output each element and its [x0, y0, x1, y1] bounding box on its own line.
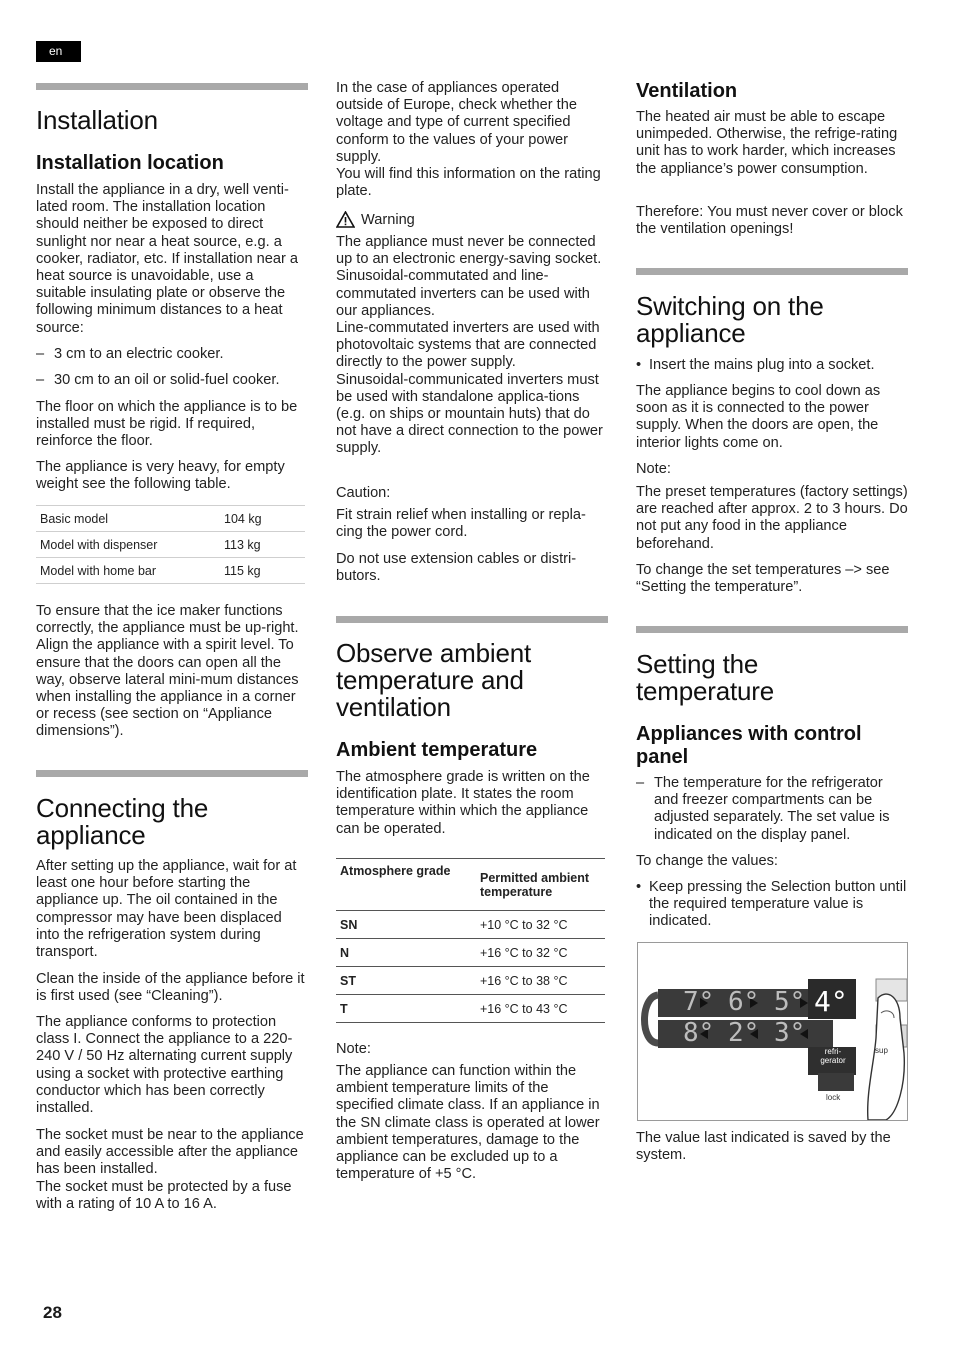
weight-value-cell: 104 kg	[220, 506, 305, 532]
range-cell: +16 °C to 43 °C	[474, 995, 605, 1023]
setting-paragraph-1: To change the values:	[636, 853, 778, 869]
section-rule	[36, 770, 308, 777]
weight-table	[36, 505, 305, 584]
super-button-label: sup	[875, 1046, 888, 1055]
connecting-paragraph-4: The socket must be near to the appliance and easily accessible after the appliance has been installed. The socket must be protected by a fuse with a rating of 10 A to 16 A.	[36, 1127, 304, 1212]
range-cell: +16 °C to 32 °C	[474, 939, 605, 967]
section-rule	[336, 616, 608, 623]
range-cell: +16 °C to 38 °C	[474, 967, 605, 995]
warning-label-text: Warning	[361, 212, 415, 228]
table-row	[336, 967, 605, 995]
section-rule	[636, 268, 908, 275]
caution-paragraph-2: Do not use extension cables or distri-butors.	[336, 551, 577, 585]
display-digit: 3°	[774, 1018, 806, 1048]
grade-cell: SN	[336, 911, 474, 939]
grade-cell: N	[336, 939, 474, 967]
weight-value-cell: 113 kg	[220, 532, 305, 558]
connecting-paragraph-1: After setting up the appliance, wait for at least one hour before starting the appliance up. The oil contained in the compressor may have been displaced into the refrigeration system during transport.	[36, 858, 297, 961]
grade-cell: ST	[336, 967, 474, 995]
table-row	[336, 911, 605, 939]
ambient-paragraph: The atmosphere grade is written on the identification plate. It states the room temperature within which the appliance can be operated.	[336, 769, 590, 837]
connecting-paragraph-3: The appliance conforms to protection class I. Connect the appliance to a 220-240 V / 50 Hz alternating current supply using a socket with protective earthing conductor which has been correctly installed.	[36, 1014, 293, 1117]
table-header-row	[336, 859, 605, 911]
ambient-note-text: The appliance can function within the ambient temperature limits of the specified climate class. If an appliance in the SN climate class is operated at lower ambient temperatures, damage to the appliance can be excluded up to a temperature of +5 °C.	[336, 1063, 600, 1183]
switching-note-label: Note:	[636, 461, 671, 477]
setting-dash-item: – The temperature for the refrigerator and freezer compartments can be adjusted separately. The set value is indicated on the display panel.	[636, 775, 890, 843]
installation-paragraph-3: The appliance is very heavy, for empty weight see the following table.	[36, 459, 285, 493]
table-row	[336, 939, 605, 967]
distance-item-1: – 3 cm to an electric cooker.	[36, 346, 224, 362]
warning-icon	[336, 211, 355, 228]
display-digit: 6°	[728, 987, 760, 1017]
table-header-range: Permitted ambient temperature	[474, 859, 605, 911]
section-rule	[36, 83, 308, 90]
control-panel-heading: Appliances with control panel	[636, 723, 862, 768]
table-row	[336, 995, 605, 1023]
weight-model-cell: Model with home bar	[36, 558, 220, 584]
ambient-title: Observe ambient temperature and ventilation	[336, 638, 531, 722]
installation-location-heading: Installation location	[36, 152, 224, 174]
connecting-title: Connecting the appliance	[36, 793, 209, 850]
grade-cell: T	[336, 995, 474, 1023]
caution-label: Caution:	[336, 485, 391, 501]
installation-paragraph-2: The floor on which the appliance is to be installed must be rigid. If required, reinforce the floor.	[36, 399, 298, 450]
warning-text: The appliance must never be connected up to an electronic energy-saving socket. Sinusoidal-commutated and line-commutated inverters can be used with our appliances. Line-commutated inverters are used with photovoltaic systems that are connected directly to the power supply. Sinusoidal-communicated inverters must be used with standalone applica-tions (e.g. on ships or mountain huts) that do not have a direct connection to the power supply.	[336, 234, 603, 457]
control-panel-illustration	[637, 942, 908, 1121]
ventilation-paragraph-2: Therefore: You must never cover or block the ventilation openings!	[636, 204, 903, 238]
switching-title: Switching on the appliance	[636, 291, 824, 348]
caution-paragraph-1: Fit strain relief when installing or repla-cing the power cord.	[336, 507, 586, 541]
ambient-temperature-heading: Ambient temperature	[336, 739, 538, 761]
display-digit: 2°	[728, 1018, 760, 1048]
ventilation-heading: Ventilation	[636, 80, 738, 102]
weight-model-cell: Model with dispenser	[36, 532, 220, 558]
display-digit: 7°	[683, 987, 715, 1017]
power-supply-paragraph: In the case of appliances operated outside of Europe, check whether the voltage and type of current specified conform to the values of your power supply. You will find this information on the rating plate.	[336, 80, 601, 200]
weight-model-cell: Basic model	[36, 506, 220, 532]
section-rule	[636, 626, 908, 633]
warning-label	[336, 211, 536, 231]
table-row	[36, 558, 305, 584]
switching-paragraph-2: To change the set temperatures –> see “Setting the temperature”.	[636, 562, 890, 596]
installation-paragraph-1: Install the appliance in a dry, well venti-lated room. The installation location should neither be exposed to direct sunlight nor near a heat source, e.g. a cooker, radiator, etc. If installation near a heat source is unavoidable, use a suitable insulating plate or observe the following minimum distances to a heat source:	[36, 182, 299, 336]
display-digit: 8°	[683, 1018, 715, 1048]
setting-bullet: • Keep pressing the Selection button until the required temperature value is indicated.	[636, 879, 907, 930]
switching-note-text: The preset temperatures (factory settings) are reached after approx. 2 to 3 hours. Do not put any food in the appliance beforehand.	[636, 484, 908, 552]
ventilation-paragraph-1: The heated air must be able to escape unimpeded. Otherwise, the refrige-rating unit has to work harder, which increases the appliance’s power consumption.	[636, 109, 898, 177]
installation-paragraph-4: To ensure that the ice maker functions correctly, the appliance must be up-right. Align the appliance with a spirit level. To ensure that the doors can open all the way, observe lateral mini-mum distances when installing the appliance in a corner or recess (see section on “Appliance dimensions”).	[36, 603, 299, 740]
atmosphere-grade-table	[336, 858, 605, 1023]
distance-item-2: – 30 cm to an oil or solid-fuel cooker.	[36, 372, 280, 388]
lock-button-label: lock	[826, 1093, 841, 1102]
connecting-paragraph-2: Clean the inside of the appliance before it is first used (see “Cleaning”).	[36, 971, 305, 1005]
display-digit: 5°	[774, 987, 806, 1017]
setting-paragraph-2: The value last indicated is saved by the system.	[636, 1130, 891, 1164]
installation-title: Installation	[36, 105, 158, 135]
switching-paragraph-1: The appliance begins to cool down as soon as it is connected to the power supply. When the doors are open, the interior lights come on.	[636, 383, 881, 451]
weight-value-cell: 115 kg	[220, 558, 305, 584]
display-digit-selected: 4°	[814, 985, 848, 1018]
refrigerator-button-label: refri-gerator	[820, 1047, 846, 1065]
page-number: 28	[43, 1303, 62, 1322]
table-row	[36, 532, 305, 558]
ambient-note-label: Note:	[336, 1041, 371, 1057]
switching-bullet: • Insert the mains plug into a socket.	[636, 357, 875, 373]
setting-title: Setting the temperature	[636, 649, 774, 706]
table-header-grade: Atmosphere grade	[336, 859, 474, 911]
language-tab: en	[36, 41, 81, 62]
range-cell: +10 °C to 32 °C	[474, 911, 605, 939]
table-row	[36, 506, 305, 532]
